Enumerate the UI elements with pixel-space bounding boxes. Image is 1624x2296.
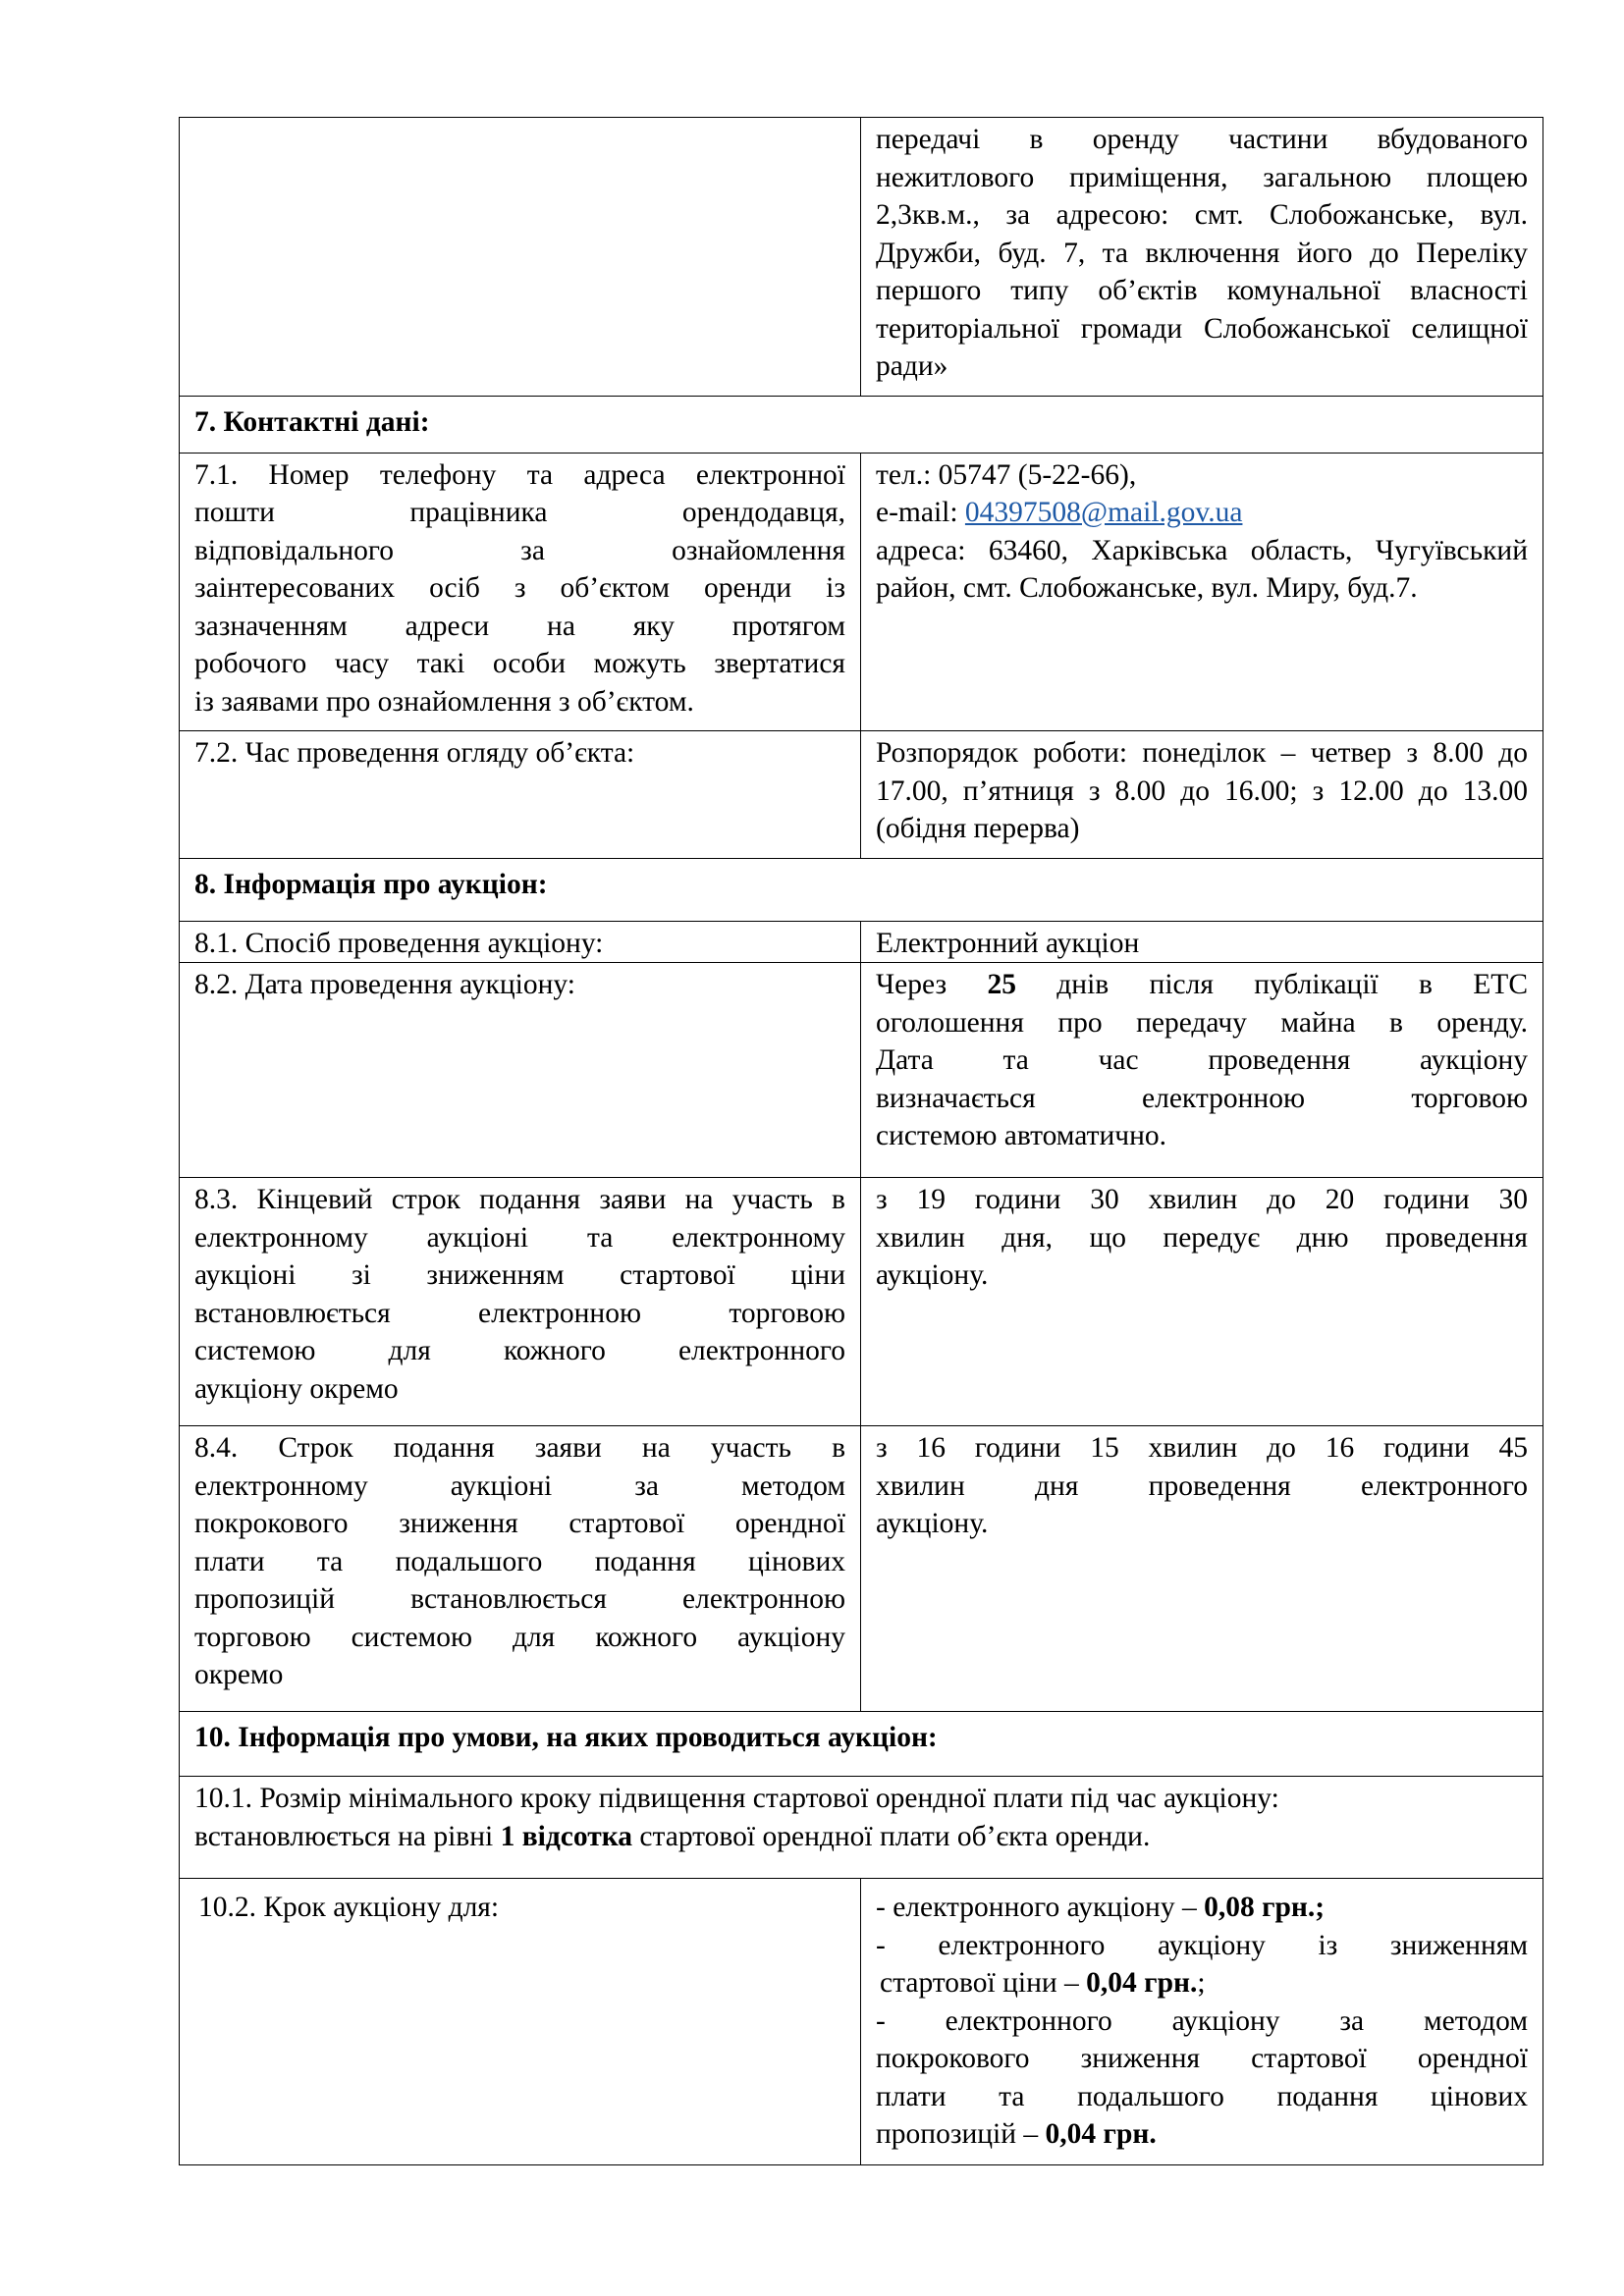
- text-line: територіальної громади Слобожанської селищної: [876, 312, 1528, 345]
- text-line: з 19 години 30 хвилин до 20 години 30: [876, 1184, 1528, 1215]
- table-row: [180, 1777, 1543, 1879]
- text-fragment: ;: [1197, 1967, 1206, 1999]
- step-item-2-cont: [876, 1964, 1528, 2002]
- text-fragment: пропозицій –: [876, 2118, 1046, 2150]
- deadline-label-cell: [180, 1178, 861, 1426]
- text-fragment: - електронного аукціону –: [876, 1892, 1205, 1923]
- text-line: системою для кожного електронного: [194, 1335, 845, 1366]
- table-row: [180, 858, 1543, 921]
- contact-label-cell: [180, 453, 861, 731]
- step-item-3-line: покрокового зниження стартової орендної: [876, 2043, 1528, 2074]
- text-line: покрокового зниження стартової орендної: [194, 1508, 845, 1539]
- text-line: плати та подальшого подання цінових: [194, 1545, 845, 1577]
- table-row: [180, 731, 1543, 859]
- text-fragment: стартової орендної плати об’єкта оренди.: [632, 1820, 1151, 1852]
- text-line: аукціону окремо: [194, 1372, 399, 1405]
- text-line: 7.1. Номер телефону та адреса електронної: [194, 458, 845, 491]
- text-fragment: стартової ціни –: [880, 1967, 1087, 1999]
- days-count: 25: [987, 969, 1016, 1000]
- text-line: оголошення про передачу майна в оренду.: [876, 1006, 1528, 1039]
- text-line: пошти працівника орендодавця,: [194, 497, 845, 528]
- text-line: (обідня перерва): [876, 813, 1080, 844]
- section-10-title: 10. Інформація про умови, на яких проводиться аукціон:: [180, 1712, 1543, 1777]
- table-row: [180, 1879, 1543, 2165]
- text-line: першого типу об’єктів комунальної власності: [876, 275, 1528, 306]
- auction-step-label: [180, 1879, 861, 2165]
- text-line: аукціоні зі зниженням стартової ціни: [194, 1259, 845, 1291]
- decision-continuation-text: [876, 121, 1528, 386]
- text-line: заінтересованих осіб з об’єктом оренди із: [194, 572, 845, 604]
- phone-text: тел.: 05747 (5-22-66),: [876, 458, 1137, 491]
- text-line: передачі в оренду частини вбудованого: [876, 124, 1528, 155]
- text-line: із заявами про ознайомлення з об’єктом.: [194, 685, 694, 718]
- email-label: e-mail:: [876, 497, 965, 528]
- deadline-value-cell: [861, 1178, 1543, 1426]
- auction-date-value-cell: [861, 963, 1543, 1178]
- text-line: ради»: [876, 350, 948, 382]
- text-line: [876, 966, 1528, 1004]
- text-line: робочого часу такі особи можуть звертатися: [194, 648, 845, 679]
- table-row: [180, 396, 1543, 453]
- address-line: район, смт. Слобожанське, вул. Миру, буд.7.: [876, 572, 1418, 604]
- text-line: 17.00, п’ятниця з 8.00 до 16.00; з 12.00 до 13.00: [876, 774, 1528, 807]
- text-line: аукціону.: [876, 1259, 989, 1291]
- step-item-3-cont: [876, 2115, 1528, 2154]
- text-line: Дружби, буд. 7, та включення його до Переліку: [876, 237, 1528, 269]
- step-item-2-line: - електронного аукціону із зниженням: [876, 1929, 1528, 1961]
- stepwise-deadline-value-cell: [861, 1426, 1543, 1712]
- text-line: зазначенням адреси на яку протягом: [194, 610, 845, 642]
- text-line: відповідального за ознайомлення: [194, 534, 845, 566]
- step-amount: 0,08 грн.;: [1204, 1892, 1326, 1923]
- contact-value-cell: [861, 453, 1543, 731]
- text-line: торговою системою для кожного аукціону: [194, 1621, 845, 1653]
- auction-step-label-text: 10.2. Крок аукціону для:: [198, 1892, 500, 1923]
- text-line: 2,3кв.м., за адресою: смт. Слобожанське, вул.: [876, 199, 1528, 231]
- table-row: [180, 453, 1543, 731]
- step-item-1: [876, 1889, 1528, 1927]
- step-amount: 0,04 грн.: [1086, 1967, 1198, 1999]
- stepwise-deadline-label-cell: [180, 1426, 861, 1712]
- email-link[interactable]: 04397508@mail.gov.ua: [964, 497, 1243, 528]
- auction-date-label: 8.2. Дата проведення аукціону:: [180, 963, 861, 1178]
- text-line: хвилин дня проведення електронного: [876, 1469, 1528, 1502]
- info-table: [179, 117, 1543, 2165]
- auction-method-value: Електронний аукціон: [861, 921, 1543, 963]
- section-7-title: 7. Контактні дані:: [180, 396, 1543, 453]
- decision-continuation-cell: [861, 118, 1543, 397]
- viewing-time-label: 7.2. Час проведення огляду об’єкта:: [180, 731, 861, 859]
- text-line: 8.3. Кінцевий строк подання заяви на участь в: [194, 1184, 845, 1215]
- auction-step-value-cell: [861, 1879, 1543, 2165]
- text-line: з 16 години 15 хвилин до 16 години 45: [876, 1432, 1528, 1464]
- table-row: [180, 963, 1543, 1178]
- text-line: Розпорядок роботи: понеділок – четвер з 8.00 до: [876, 737, 1528, 769]
- text-line: встановлюється електронною торговою: [194, 1297, 845, 1329]
- address-line: адреса: 63460, Харківська область, Чугуївський: [876, 534, 1528, 566]
- text-line: нежитлового приміщення, загальною площею: [876, 161, 1528, 193]
- step-item-3-line: плати та подальшого подання цінових: [876, 2080, 1528, 2112]
- min-step-line-1: 10.1. Розмір мінімального кроку підвищення стартової орендної плати під час аукціону:: [194, 1783, 1279, 1814]
- auction-method-label: 8.1. Спосіб проведення аукціону:: [180, 921, 861, 963]
- empty-cell: [180, 118, 861, 397]
- table-row: [180, 921, 1543, 963]
- text-fragment: встановлюється на рівні: [194, 1820, 501, 1852]
- text-line: електронному аукціоні за методом: [194, 1469, 845, 1502]
- table-row: [180, 1712, 1543, 1777]
- min-step-percent: 1 відсотка: [500, 1820, 632, 1852]
- section-8-title: 8. Інформація про аукціон:: [180, 858, 1543, 921]
- text-line: хвилин дня, що передує дню проведення: [876, 1221, 1528, 1254]
- min-step-line-2: [194, 1818, 1528, 1856]
- table-row: [180, 118, 1543, 397]
- text-line: Дата та час проведення аукціону: [876, 1044, 1528, 1076]
- min-step-cell: [180, 1777, 1543, 1879]
- text-line: системою автоматично.: [876, 1120, 1166, 1151]
- text-line: 8.4. Строк подання заяви на участь в: [194, 1432, 845, 1464]
- viewing-time-value-cell: [861, 731, 1543, 859]
- text-fragment: Через: [876, 969, 947, 1000]
- text-line: окремо: [194, 1659, 284, 1690]
- table-row: [180, 1426, 1543, 1712]
- text-line: аукціону.: [876, 1508, 989, 1539]
- text-line: визначається електронною торговою: [876, 1082, 1528, 1114]
- email-line: [876, 494, 1528, 532]
- step-item-3-line: - електронного аукціону за методом: [876, 2004, 1528, 2037]
- text-line: пропозицій встановлюється електронною: [194, 1583, 845, 1615]
- text-line: електронному аукціоні та електронному: [194, 1221, 845, 1254]
- text-fragment: днів після публікації в ЕТС: [1056, 969, 1529, 1000]
- table-row: [180, 1178, 1543, 1426]
- step-amount: 0,04 грн.: [1045, 2118, 1157, 2150]
